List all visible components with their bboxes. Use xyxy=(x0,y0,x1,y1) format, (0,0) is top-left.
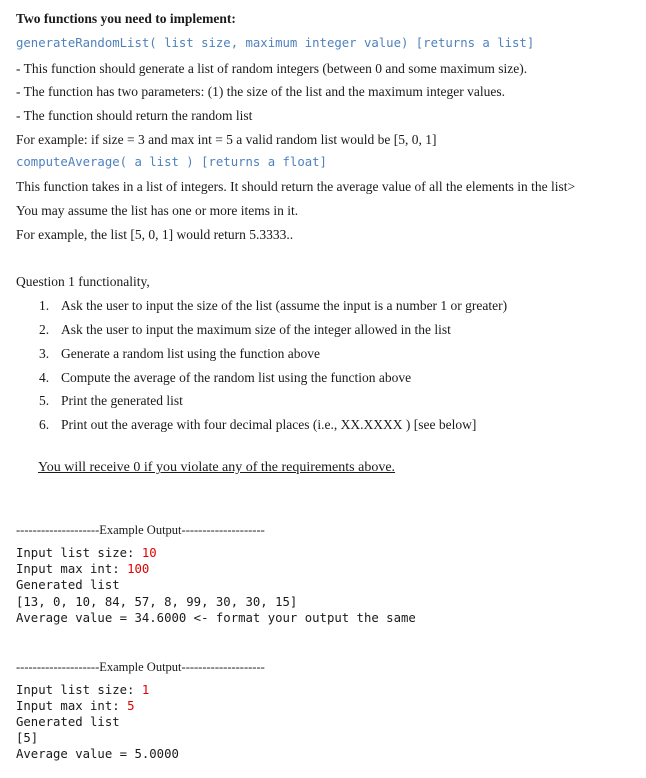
max-prompt: Input max int: xyxy=(16,562,128,576)
generated-label: Generated list xyxy=(16,715,120,729)
example-header: --------------------Example Output-------------------- xyxy=(16,523,265,537)
list-item-text: Compute the average of the random list using the function above xyxy=(61,370,412,385)
func1-line-1: - This function should generate a list of random integers (between 0 and some maximum size). xyxy=(16,61,528,76)
size-value: 10 xyxy=(141,546,157,560)
size-prompt: Input list size: xyxy=(16,546,142,560)
func1-line-2: - The function has two parameters: (1) the size of the list and the maximum integer values. xyxy=(16,84,505,99)
func2-signature: computeAverage( a list ) [returns a float] xyxy=(16,155,327,169)
max-value: 5 xyxy=(127,699,135,713)
size-value: 1 xyxy=(141,683,150,697)
list-item-text: Ask the user to input the size of the list (assume the input is a number 1 or greater) xyxy=(61,298,508,313)
list-item-number: 6. xyxy=(39,417,50,432)
average-line: Average value = 34.6000 <- format your output the same xyxy=(16,611,416,625)
list-item-number: 5. xyxy=(39,393,50,408)
warning-text: You will receive 0 if you violate any of the requirements above. xyxy=(38,460,396,475)
max-value: 100 xyxy=(127,562,150,576)
max-prompt: Input max int: xyxy=(16,699,128,713)
func1-signature: generateRandomList( list size, maximum integer value) [returns a list] xyxy=(16,36,535,50)
list-item-number: 4. xyxy=(39,370,50,385)
list-item-number: 1. xyxy=(39,298,50,313)
average-line: Average value = 5.0000 xyxy=(16,747,179,761)
generated-list: [13, 0, 10, 84, 57, 8, 99, 30, 30, 15] xyxy=(16,595,298,609)
list-item-number: 3. xyxy=(39,346,50,361)
func1-line-3: - The function should return the random list xyxy=(16,108,253,123)
example-size-line xyxy=(16,546,157,560)
example-size-line xyxy=(16,683,149,697)
generated-label: Generated list xyxy=(16,578,120,592)
example-max-line xyxy=(16,699,134,713)
list-item-text: Print the generated list xyxy=(61,393,183,408)
func1-example: For example: if size = 3 and max int = 5 a valid random list would be [5, 0, 1] xyxy=(16,132,437,147)
list-item-text: Print out the average with four decimal places (i.e., XX.XXXX ) [see below] xyxy=(61,417,477,432)
func2-line-1: This function takes in a list of integers. It should return the average value of all the elements in the list> xyxy=(16,179,576,194)
list-item-number: 2. xyxy=(39,322,50,337)
generated-list: [5] xyxy=(16,731,39,745)
question-title: Question 1 functionality, xyxy=(16,274,150,289)
size-prompt: Input list size: xyxy=(16,683,142,697)
list-item-text: Generate a random list using the function above xyxy=(61,346,321,361)
example-max-line xyxy=(16,562,149,576)
heading: Two functions you need to implement: xyxy=(16,11,236,26)
example-header: --------------------Example Output-------------------- xyxy=(16,660,265,674)
func2-example: For example, the list [5, 0, 1] would return 5.3333.. xyxy=(16,227,294,242)
list-item-text: Ask the user to input the maximum size of the integer allowed in the list xyxy=(61,322,451,337)
func2-line-2: You may assume the list has one or more items in it. xyxy=(16,203,299,218)
